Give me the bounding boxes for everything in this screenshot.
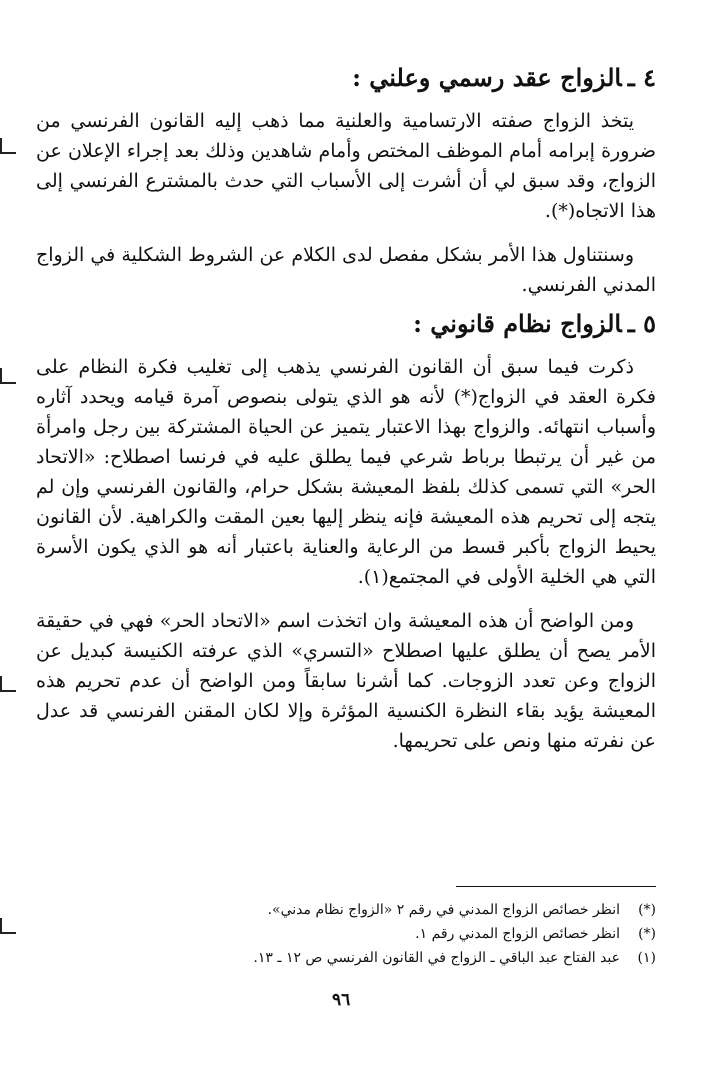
scan-edge-mark: [0, 138, 16, 154]
footnote-text: انظر خصائص الزواج المدني في رقم ٢ «الزواج نظام مدني».: [267, 902, 620, 918]
footnote: [36, 922, 656, 946]
footnote-text: عبد الفتاح عبد الباقي ـ الزواج في القانون الفرنسي ص ١٢ ـ ١٣.: [253, 950, 620, 966]
section-5-paragraph-1: ذكرت فيما سبق أن القانون الفرنسي يذهب إلى تغليب فكرة النظام على فكرة العقد في الزواج(*) لأنه هو الذي يتولى بنصوص آمرة قيامه ويحدد آثاره وأسباب انتهائه. والزواج بهذا الاعتبار يتميز عن الحياة المشتركة بين رجل وامرأة من غير أن يرتبطا برباط شرعي فيما يطلق عليه في فرنسا اصطلاح: «الاتحاد الحر» التي تسمى كذلك بلفظ المعيشة بشكل حرام، والقانون الفرنسي وإن لم يتجه إلى تحريم هذه المعيشة فإنه ينظر إليها بعين المقت والكراهية. لأن القانون يحيط الزواج بأكبر قسط من الرعاية والعناية باعتبار أنه هو الذي يكون الأسرة التي هي الخلية الأولى في المجتمع(١).: [36, 356, 656, 588]
section-5-number: ٥ ـ: [627, 309, 656, 338]
section-4-paragraph-1: يتخذ الزواج صفته الارتسامية والعلنية مما ذهب إليه القانون الفرنسي من ضرورة إبرامه أمام الموظف المختص وأمام شاهدين وذلك بعد إجراء الإعلان عن الزواج، وقد سبق لي أن أشرت إلى الأسباب التي حدث بالمشترع الفرنسي إلى هذا الاتجاه(*).: [36, 110, 656, 222]
section-4-number: ٤ ـ: [627, 63, 656, 92]
footnote: [36, 898, 656, 922]
page-number: ٩٦: [332, 990, 351, 1010]
footnote-mark: (*): [638, 926, 656, 942]
section-4-paragraph-2: وسنتناول هذا الأمر بشكل مفصل لدى الكلام عن الشروط الشكلية في الزواج المدني الفرنسي.: [36, 244, 656, 296]
section-4-title: الزواج عقد رسمي وعلني :: [352, 63, 622, 92]
scan-edge-mark: [0, 918, 16, 934]
footnote: [36, 946, 656, 970]
scan-edge-mark: [0, 676, 16, 692]
footnote-rule: [456, 886, 656, 887]
footnote-mark: (*): [638, 902, 656, 918]
section-5-heading: [36, 306, 656, 342]
footnotes: [36, 886, 656, 970]
page-body: [36, 60, 656, 756]
section-5-paragraph-2: ومن الواضح أن هذه المعيشة وان اتخذت اسم «الاتحاد الحر» فهي في حقيقة الأمر يصح أن يطلق عليها اصطلاح «التسري» الذي عرفته الكنيسة كبديل عن الزواج وعن تعدد الزوجات. كما أشرنا سابقاً ومن الواضح أن عدم تحريم هذه المعيشة يؤيد بقاء النظرة الكنسية المؤثرة وإلا لكان المقنن الفرنسي قد عدل عن نفرته منها ونص على تحريمها.: [36, 610, 656, 752]
footnote-text: انظر خصائص الزواج المدني رقم ١.: [415, 926, 620, 942]
section-5-title: الزواج نظام قانوني :: [413, 309, 622, 338]
scan-edge-mark: [0, 368, 16, 384]
footnote-mark: (١): [637, 950, 656, 966]
section-4-heading: [36, 60, 656, 96]
